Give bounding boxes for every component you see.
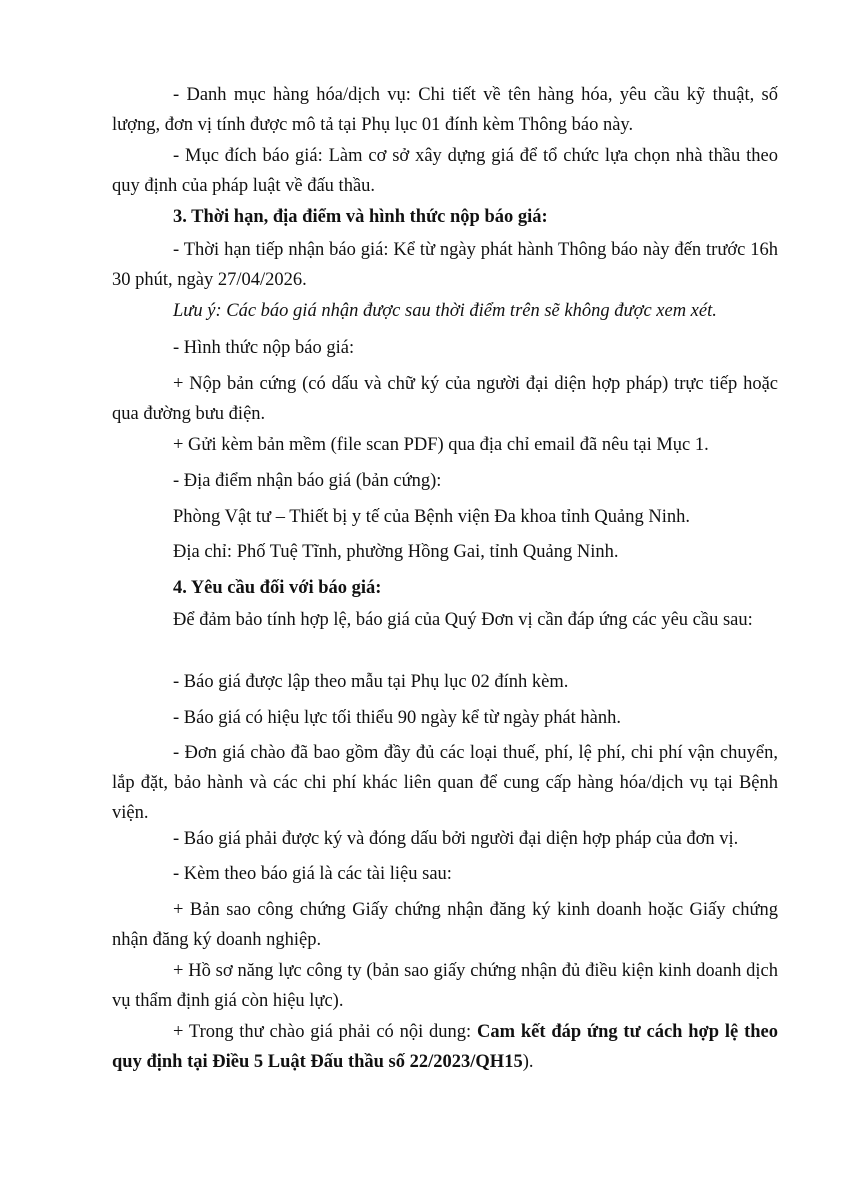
- heading-section-3: 3. Thời hạn, địa điểm và hình thức nộp báo giá:: [173, 207, 548, 227]
- paragraph-validity: - Báo giá có hiệu lực tối thiểu 90 ngày kể từ ngày phát hành.: [173, 708, 622, 728]
- paragraph-requirements-intro: Để đảm bảo tính hợp lệ, báo giá của Quý Đơn vị cần đáp ứng các yêu cầu sau:: [173, 610, 753, 630]
- heading-section-4: 4. Yêu cầu đối với báo giá:: [173, 578, 382, 598]
- paragraph-soft-copy: + Gửi kèm bản mềm (file scan PDF) qua địa chỉ email đã nêu tại Mục 1.: [173, 435, 709, 455]
- paragraph-deadline: - Thời hạn tiếp nhận báo giá: Kể từ ngày phát hành Thông báo này đến trước 16h 30 phút, ngày 27/04/2026.: [112, 240, 778, 290]
- paragraph-template: - Báo giá được lập theo mẫu tại Phụ lục 02 đính kèm.: [173, 672, 569, 692]
- commitment-bold: Cam kết đáp ứng tư cách hợp lệ theo quy định tại Điều 5 Luật Đấu thầu số 22/2023/QH15: [112, 1022, 778, 1072]
- paragraph-address: Địa chỉ: Phố Tuệ Tĩnh, phường Hồng Gai, tỉnh Quảng Ninh.: [173, 542, 619, 562]
- paragraph-attachments: - Kèm theo báo giá là các tài liệu sau:: [173, 864, 452, 884]
- paragraph-company-profile: + Hồ sơ năng lực công ty (bản sao giấy chứng nhận đủ điều kiện kinh doanh dịch vụ thẩm định giá còn hiệu lực).: [112, 961, 778, 1011]
- paragraph-hard-copy: + Nộp bản cứng (có dấu và chữ ký của người đại diện hợp pháp) trực tiếp hoặc qua đường bưu điện.: [112, 374, 778, 424]
- paragraph-submission-form: - Hình thức nộp báo giá:: [173, 338, 355, 358]
- paragraph-signature: - Báo giá phải được ký và đóng dấu bởi người đại diện hợp pháp của đơn vị.: [173, 829, 739, 849]
- commitment-prefix: + Trong thư chào giá phải có nội dung:: [173, 1022, 478, 1042]
- paragraph-commitment: [112, 1017, 778, 1077]
- paragraph-unit-price: - Đơn giá chào đã bao gồm đầy đủ các loại thuế, phí, lệ phí, chi phí vận chuyển, lắp đặt, bảo hành và các chi phí khác liên quan để cung cấp hàng hóa/dịch vụ tại Bệnh viện.: [112, 743, 778, 823]
- paragraph-location-label: - Địa điểm nhận báo giá (bản cứng):: [173, 471, 442, 491]
- paragraph-purpose: - Mục đích báo giá: Làm cơ sở xây dựng giá để tổ chức lựa chọn nhà thầu theo quy định của pháp luật về đấu thầu.: [112, 146, 778, 196]
- paragraph-department: Phòng Vật tư – Thiết bị y tế của Bệnh viện Đa khoa tỉnh Quảng Ninh.: [173, 507, 690, 527]
- paragraph-business-license: + Bản sao công chứng Giấy chứng nhận đăng ký kinh doanh hoặc Giấy chứng nhận đăng ký doanh nghiệp.: [112, 900, 778, 950]
- commitment-suffix: ).: [522, 1052, 534, 1072]
- paragraph-goods-list: - Danh mục hàng hóa/dịch vụ: Chi tiết về tên hàng hóa, yêu cầu kỹ thuật, số lượng, đơn vị tính được mô tả tại Phụ lục 01 đính kèm Thông báo này.: [112, 85, 778, 135]
- paragraph-note: Lưu ý: Các báo giá nhận được sau thời điểm trên sẽ không được xem xét.: [173, 301, 717, 321]
